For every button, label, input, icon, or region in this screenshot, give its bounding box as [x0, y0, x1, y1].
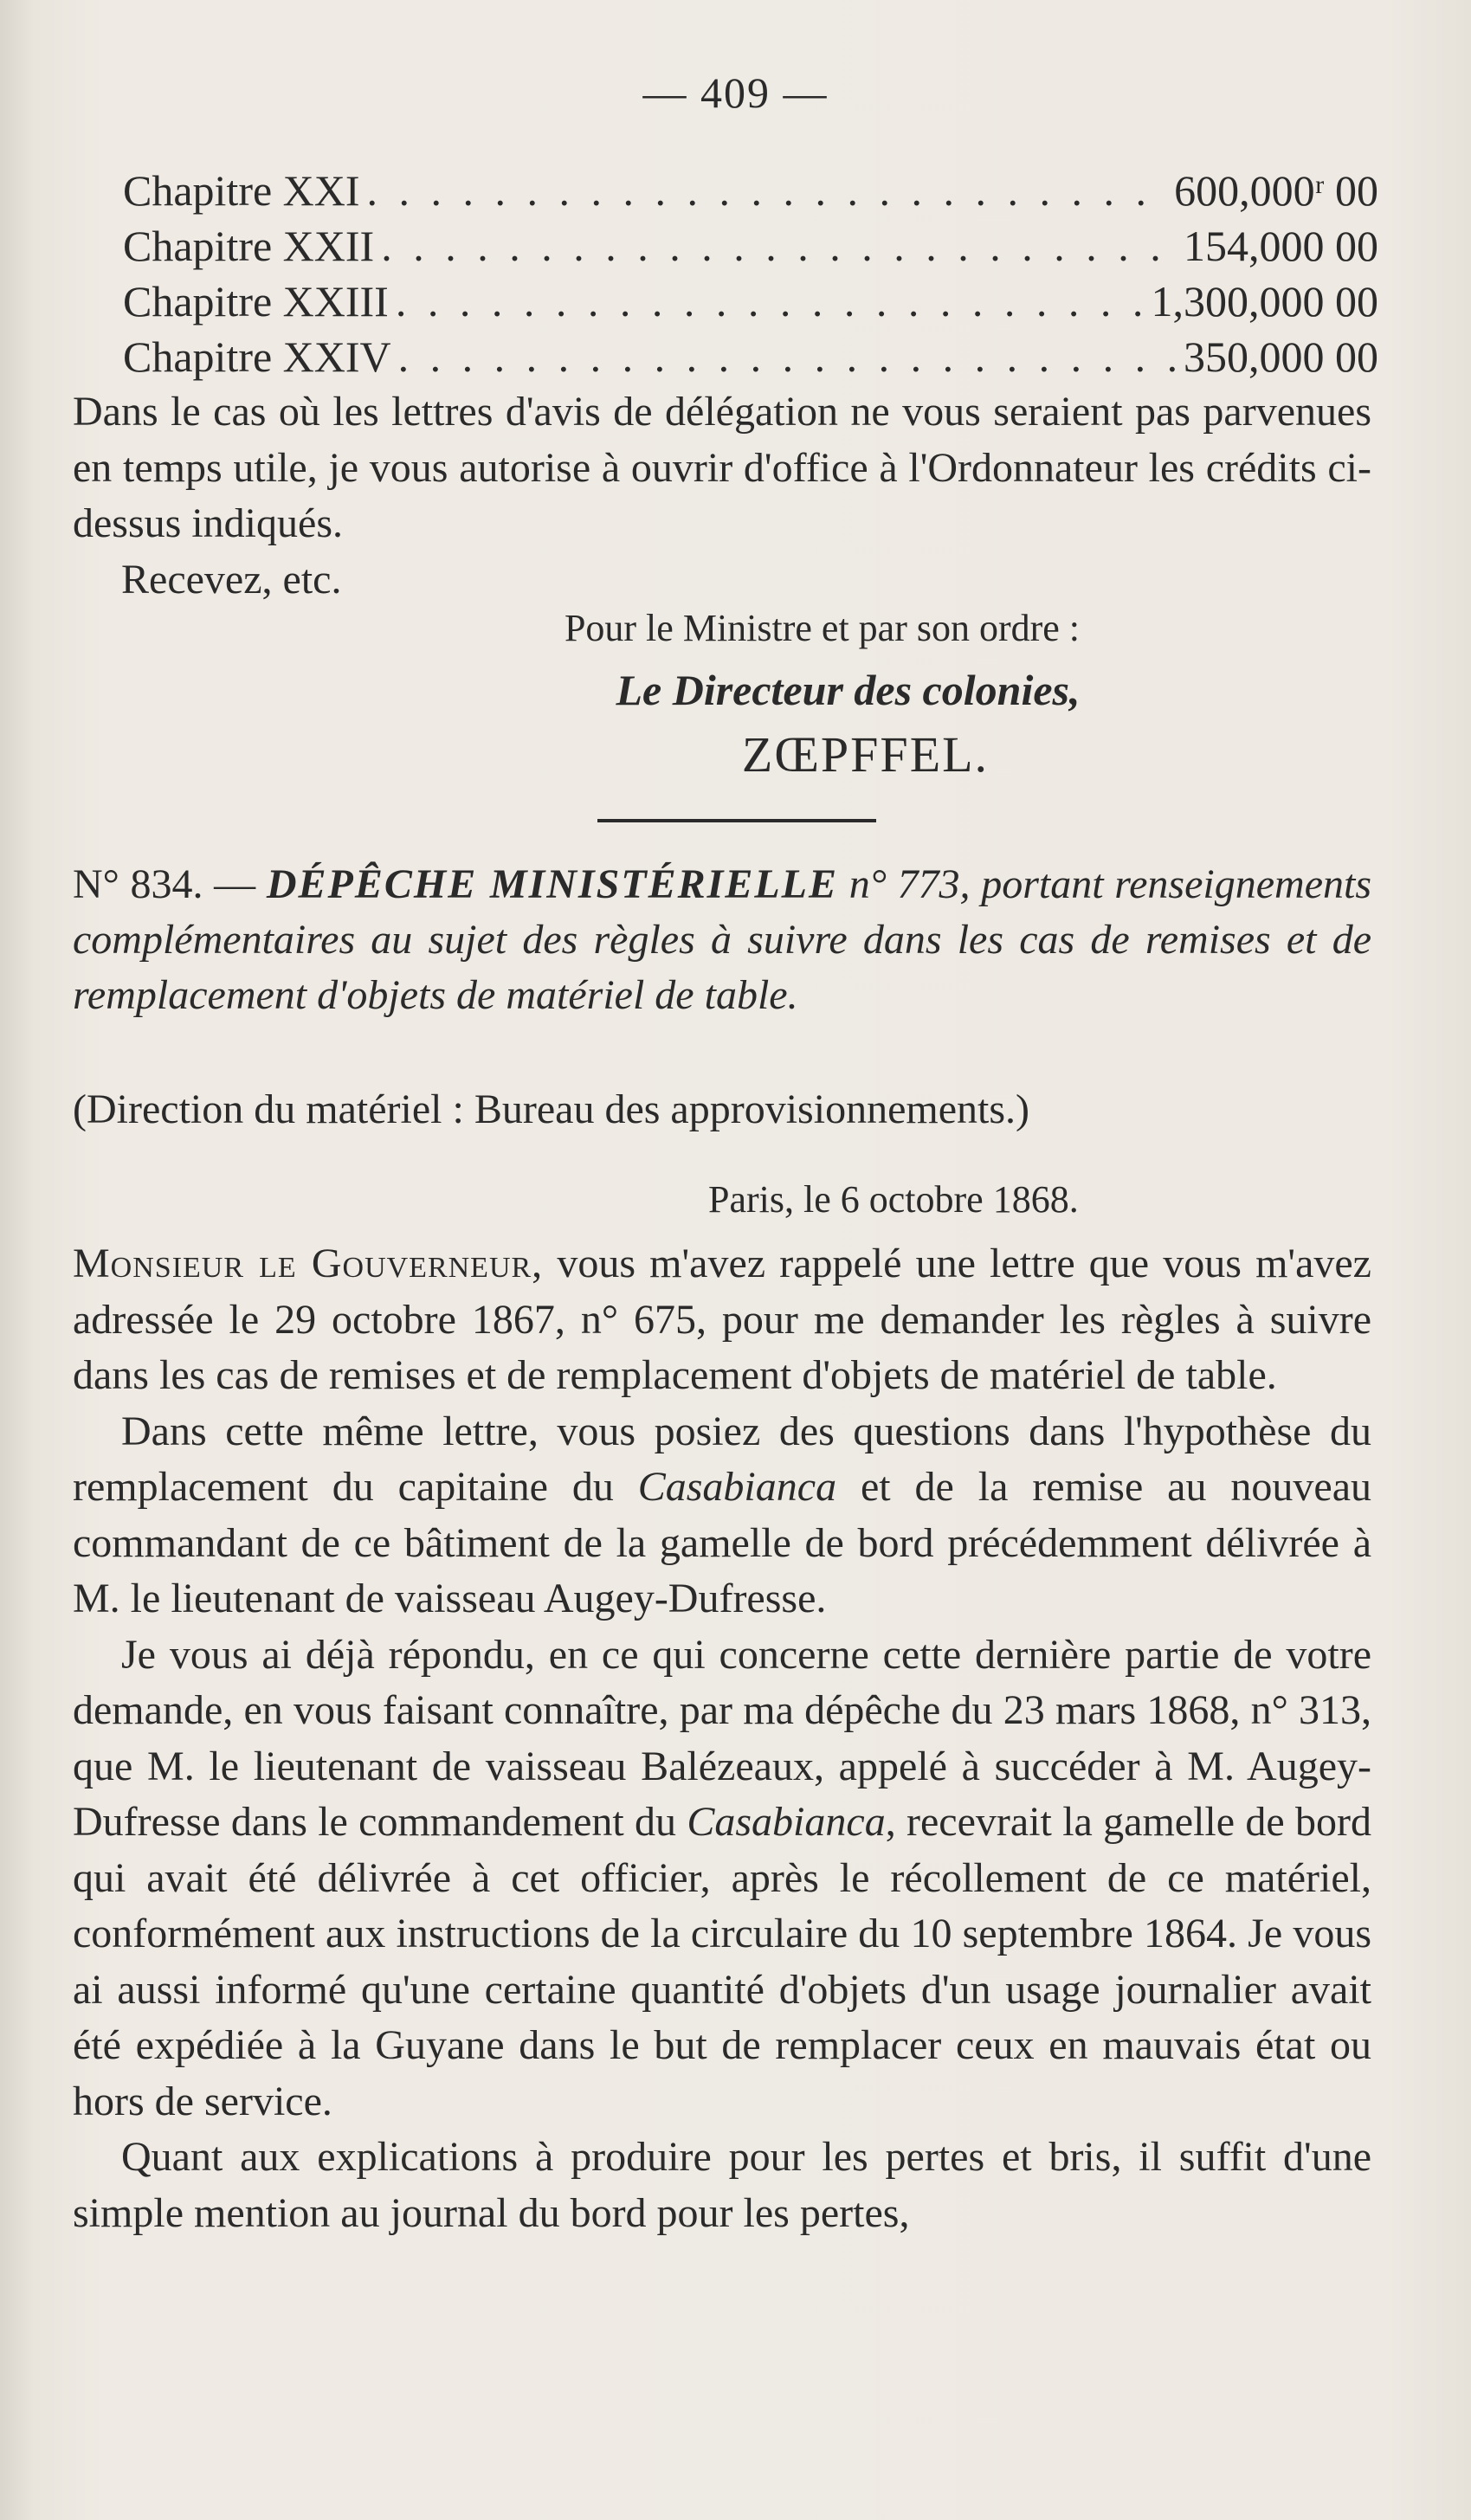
chapter-row	[123, 329, 1378, 384]
section-divider	[597, 819, 876, 822]
chapter-amount: 350,000 00	[1184, 332, 1378, 381]
authorization-text: Dans le cas où les lettres d'avis de délégation ne vous seraient pas parvenues en temps utile, je vous autorise à ouvrir d'office à l'Ordonnateur les crédits ci-dessus indiqués.	[73, 389, 1371, 546]
paragraph	[73, 2130, 1371, 2241]
leader-dots	[381, 218, 1177, 274]
paragraph-text: , recevrait la gamelle de bord qui avait été délivrée à cet officier, après le récollement de ce matériel, conformément aux instructions de la circulaire du 10 septembre 1864. Je vous ai aussi informé qu'une certaine quantité d'objets d'un usage journalier avait été expédiée à la Guyane dans le but de remplacer ceux en mauvais état ou hors de service.	[73, 1799, 1371, 2124]
chapter-name: Chapitre XXI	[123, 166, 360, 215]
chapter-row	[123, 163, 1378, 218]
dateline: Paris, le 6 octobre 1868.	[708, 1178, 1079, 1221]
paragraph	[73, 1236, 1371, 1404]
paragraph-text: vous m'avez rappelé une lettre que vous m'avez adressée le 29 octobre 1867, n° 675, pour me demander les règles à suivre dans les cas de remises et de remplacement d'objets de matériel de table.	[73, 1241, 1371, 1398]
chapter-name: Chapitre XXIII	[123, 277, 389, 325]
chapter-amount: 600,000ʳ 00	[1174, 166, 1378, 215]
chapter-name: Chapitre XXIV	[123, 332, 391, 381]
chapter-amount: 1,300,000 00	[1151, 277, 1378, 325]
direction-line: (Direction du matériel : Bureau des approvisionnements.)	[73, 1086, 1030, 1132]
paragraph-text: et de la remise au nouveau commandant de ce bâtiment de la gamelle de bord précédemment délivrée à M. le lieutenant de vaisseau Augey-Dufresse.	[73, 1464, 1371, 1621]
paragraph-text: Dans cette même lettre, vous posiez des questions dans l'hypothèse du remplacement du capitaine du	[73, 1408, 1371, 1510]
chapter-row	[123, 218, 1378, 274]
signature-line-2: Le Directeur des colonies,	[616, 666, 1081, 714]
ship-name: Casabianca	[637, 1464, 837, 1510]
paragraph-text: Je vous ai déjà répondu, en ce qui concerne cette dernière partie de votre demande, en vous faisant connaître, par ma dépêche du 23 mars 1868, n° 313, que M. le lieutenant de vaisseau Balézeaux, appelé à succéder à M. Augey-Dufresse dans le commandement du	[73, 1631, 1371, 1845]
depeche-subject: n° 773, portant renseignements complémentaires au sujet des règles à suivre dans les cas de remises et de remplacement d'objets de matériel de table.	[73, 861, 1372, 1018]
chapter-row	[123, 274, 1378, 329]
chapter-amount: 154,000 00	[1184, 222, 1378, 270]
recevez-line: Recevez, etc.	[121, 556, 342, 603]
leader-dots	[398, 329, 1177, 384]
chapter-credit-list	[123, 163, 1378, 384]
signature-line-1: Pour le Ministre et par son ordre :	[564, 607, 1081, 649]
signature-name: ZŒPFFEL.	[741, 726, 990, 783]
chapter-name: Chapitre XXII	[123, 222, 375, 270]
leader-dots	[396, 274, 1145, 329]
paragraph	[73, 1627, 1371, 2130]
ship-name: Casabianca	[687, 1799, 886, 1845]
closing-paragraph	[73, 384, 1371, 608]
depeche-title: DÉPÊCHE MINISTÉRIELLE	[266, 861, 839, 907]
paragraph	[73, 1404, 1371, 1627]
leader-dots	[367, 163, 1168, 218]
letter-body	[73, 1236, 1371, 2241]
page-number: — 409 —	[642, 68, 829, 117]
depeche-number: N° 834. —	[73, 861, 256, 907]
paragraph-text: Quant aux explications à produire pour les pertes et bris, il suffit d'une simple mention au journal du bord pour les pertes,	[73, 2134, 1371, 2236]
depeche-heading	[73, 857, 1371, 1023]
salutation: Monsieur le Gouverneur,	[73, 1241, 544, 1286]
